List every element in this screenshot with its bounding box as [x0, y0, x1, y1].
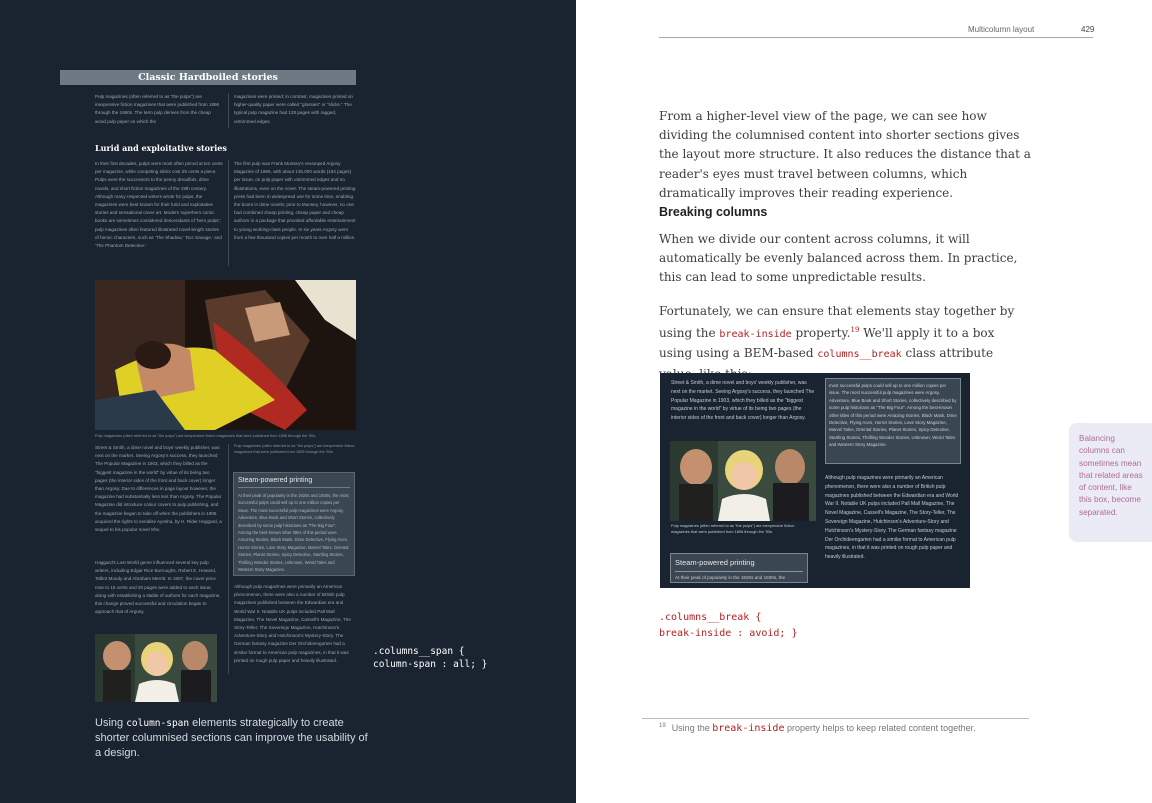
- paragraph-text: property.: [791, 326, 851, 341]
- mock-title-bar: Classic Hardboiled stories: [60, 70, 356, 85]
- code-columns-break: .columns__break { break-inside : avoid; }: [659, 612, 798, 639]
- inline-code: columns__break: [817, 349, 902, 361]
- column-caption: Pulp magazines (often referred to as "the pulps") are inexpensive fiction magazines that were published from 1896 through the '50s.: [234, 444, 355, 454]
- intro-column-1: Pulp magazines (often referred to as "the pulps") are inexpensive fiction magazines that were published from 1896 through the 1950s. The term pulp derives from the cheap wood pulp paper on which the: [95, 94, 220, 124]
- sample-column-1: Street & Smith, a dime novel and boys' weekly publisher, was next on the market. Seeing Argosy's success, they launched The Popular Magazine in 1903, which they billed as the "biggest magazine in the world" by virtue of its being two pages (the interior sides of the front and back cover) longer than Argosy.: [671, 380, 815, 422]
- steam-box-title: Steam-powered printing: [238, 477, 350, 488]
- steam-printing-box: [233, 472, 355, 576]
- pulp-cover-illustration-sample: [670, 441, 816, 521]
- sidenote: Balancing columns can sometimes mean that related areas of content, like this box, become separated.: [1069, 423, 1152, 542]
- body-column-1: In their first decades, pulps were most often priced at ten cents per magazine, while competing slicks cost 25 cents a piece. Pulps were the successors to the penny dreadfuls, dime novels, and short fiction magazines of the 19th century. Although many respected writers wrote for pulps, the magazines were best known for their lurid and exploitative stories and sensational cover art. Modern superhero comic books are sometimes considered descendants of 'hero pulps'; pulp magazines often featured illustrated novel-length stories of heroic characters, such as 'The Shadow,' 'Doc Savage,' and 'The Phantom Detective.': [95, 161, 223, 249]
- pulp-cover-illustration-small: [95, 634, 217, 702]
- footnote-ref[interactable]: 19: [850, 326, 860, 335]
- sample-steam-text: At their peak of popularity in the 1920s and 1930s, the: [675, 575, 786, 580]
- caption-text: Using: [95, 717, 127, 729]
- sample-caption: Pulp magazines (often referred to as "the pulps") are inexpensive fiction magazines that were published from 1896 through the '50s.: [671, 523, 795, 535]
- inline-code: break-inside: [719, 329, 792, 341]
- running-head: Multicolumn layout: [968, 25, 1035, 34]
- body-column-3b: Haggard's Lost World genre influenced several key pulp writers, including Edgar Rice Burroughs, Robert E. Howard, Talbot Mundy and Abraham Merritt. In 1907, the cover price rose to 15 cents and 30 pages were added to each issue; along with establishing a stable of authors for each magazine, this change proved successful and circulation began to approach that of Argosy.: [95, 560, 221, 615]
- caption-code: column-span: [126, 718, 190, 729]
- body-column-2: The first pulp was Frank Munsey's revamped Argosy Magazine of 1896, with about 135,000 words (192 pages) per issue, on pulp paper with untrimmed edges and no illustrations, even on the cover. The steam-powered printing press had been in widespread use for some time, enabling the boom in dime novels; prior to Munsey, however, no one had combined cheap printing, cheap paper and cheap authors in a package that provided affordable entertainment to young working-class people. In six years Argosy went from a few thousand copies per month to over half a million.: [234, 161, 356, 240]
- paragraph-text: We'll apply it to a box using using a BEM-based: [659, 326, 995, 361]
- sample-box-continued: most successful pulps could sell up to one million copies per issue. The most successful pulp magazines were Argosy, Adventure, Blue Book and Short Stories, collectively described by some pulp historians as "The Big Four". Among the best-known other titles of this period were Amazing Stories, Black Mask, Dime Detective, Flying Aces, Horror Stories, Love Story Magazine, Marvel Tales, Oriental Stories, Planet Stories, Spicy Detective, Startling Stories, Thrilling Wonder Stories, Unknown, Weird Tales and Western Story Magazine.: [825, 378, 961, 464]
- steam-box-body: At their peak of popularity in the 1920s and 1930s, the most successful pulps could sell up to one million copies per issue. The most successful pulp magazines were Argosy, Adventure, Blue Book and Short Stories, collectively described by some pulp historians as "The Big Four". Among the best-known other titles of this period were Amazing Stories, Black Mask, Dime Detective, Flying Aces, Horror Stories, Love Story Magazine, Marvel Tales, Oriental Stories, Planet Stories, Spicy Detective, Startling Stories, Thrilling Wonder Stories, Unknown, Weird Tales and Western Story Magazine.: [238, 493, 349, 573]
- code-columns-span: .columns__span { column-span : all; }: [373, 646, 488, 670]
- page-number: 429: [1081, 25, 1095, 34]
- footnote-text: property helps to keep related content together.: [784, 723, 976, 733]
- sample-column-2: Although pulp magazines were primarily an American phenomenon, there were also a number of British pulp magazines published between the Edwardian era and World War II. Notable UK pulps included Pall Mall Magazine, The Novel Magazine, Cassell's Magazine, The Story-Teller, The Sovereign Magazine, Hutchinson's Adventure-Story and Hutchinson's Mystery-Story. The German fantasy magazine Der Orchideengarten had a similar format to American pulp magazines, in that it was printed on rough pulp paper and heavily illustrated.: [825, 475, 959, 561]
- paragraph-3: [659, 302, 1031, 384]
- intro-column-2: magazines were printed; in contrast, magazines printed on higher-quality paper were called "glossies" or "slicks." The typical pulp magazine had 128 pages with ragged, untrimmed edges.: [234, 94, 353, 124]
- paragraph-text: Fortunately, we can ensure that elements stay together by using the: [659, 304, 1015, 341]
- left-page-caption: [95, 716, 375, 761]
- footnote-rule: [642, 718, 1029, 719]
- column-rule: [228, 444, 229, 674]
- lurid-heading: Lurid and exploitative stories: [95, 143, 227, 153]
- sample-steam-title: Steam-powered printing: [675, 558, 803, 572]
- body-column-4: Although pulp magazines were primarily an American phenomenon, there were also a number of British pulp magazines published between the Edwardian era and World War II. Notable UK pulps included Pall Mall Magazine, The Novel Magazine, Cassell's Magazine, The Story-Teller, The Sovereign Magazine, Hutchinson's Adventure-Story and Hutchinson's Mystery-Story. The German fantasy magazine Der Orchideengarten had a similar format to American pulp magazines, in that it was printed on rough pulp paper and heavily illustrated.: [234, 584, 351, 663]
- image-caption: Pulp magazines (often referred to as "the pulps") are inexpensive fiction magazines that were published from 1896 through the '50s.: [95, 434, 317, 438]
- caption-text: elements strategically to create shorter columnised sections can improve the usability of a design.: [95, 717, 368, 759]
- paragraph-1: From a higher-level view of the page, we can see how dividing the columnised content into shorter sections gives the layout more structure. It also reduces the distance that a reader's eyes must travel between columns, which dramatically improves their reading experience.: [659, 109, 1031, 200]
- footnote-number: 19: [659, 723, 666, 729]
- footnote-code: break-inside: [712, 723, 785, 734]
- column-rule: [228, 93, 229, 128]
- pulp-cover-illustration-large: [95, 280, 356, 430]
- paragraph-2: When we divide our content across columns, it will automatically be evenly balanced across them. In practice, this can lead to some unpredictable results.: [659, 232, 1018, 285]
- header-rule: [659, 37, 1093, 38]
- section-heading: Breaking columns: [659, 205, 768, 219]
- paragraph-text: class attribute: [905, 346, 994, 361]
- footnote: [659, 723, 976, 734]
- column-rule: [228, 160, 229, 266]
- body-column-3a: Street & Smith, a dime novel and boys' weekly publisher, was next on the market. Seeing Argosy's success, they launched The Popular Magazine in 1903, which they billed as the "biggest magazine in the world" by virtue of its being two pages (the interior sides of the front and back cover) longer than Argosy. Due to differences in page layout however, the magazine had substantially less text than Argosy. The Popular Magazine did introduce colour covers to pulp publishing, and the magazine began to take off when the publishers in 1905 acquired the rights to serialise Ayesha, by H. Rider Haggard, a sequel to his popular novel She.: [95, 445, 222, 533]
- sample-steam-box: [670, 553, 808, 583]
- footnote-text: Using the: [671, 723, 713, 733]
